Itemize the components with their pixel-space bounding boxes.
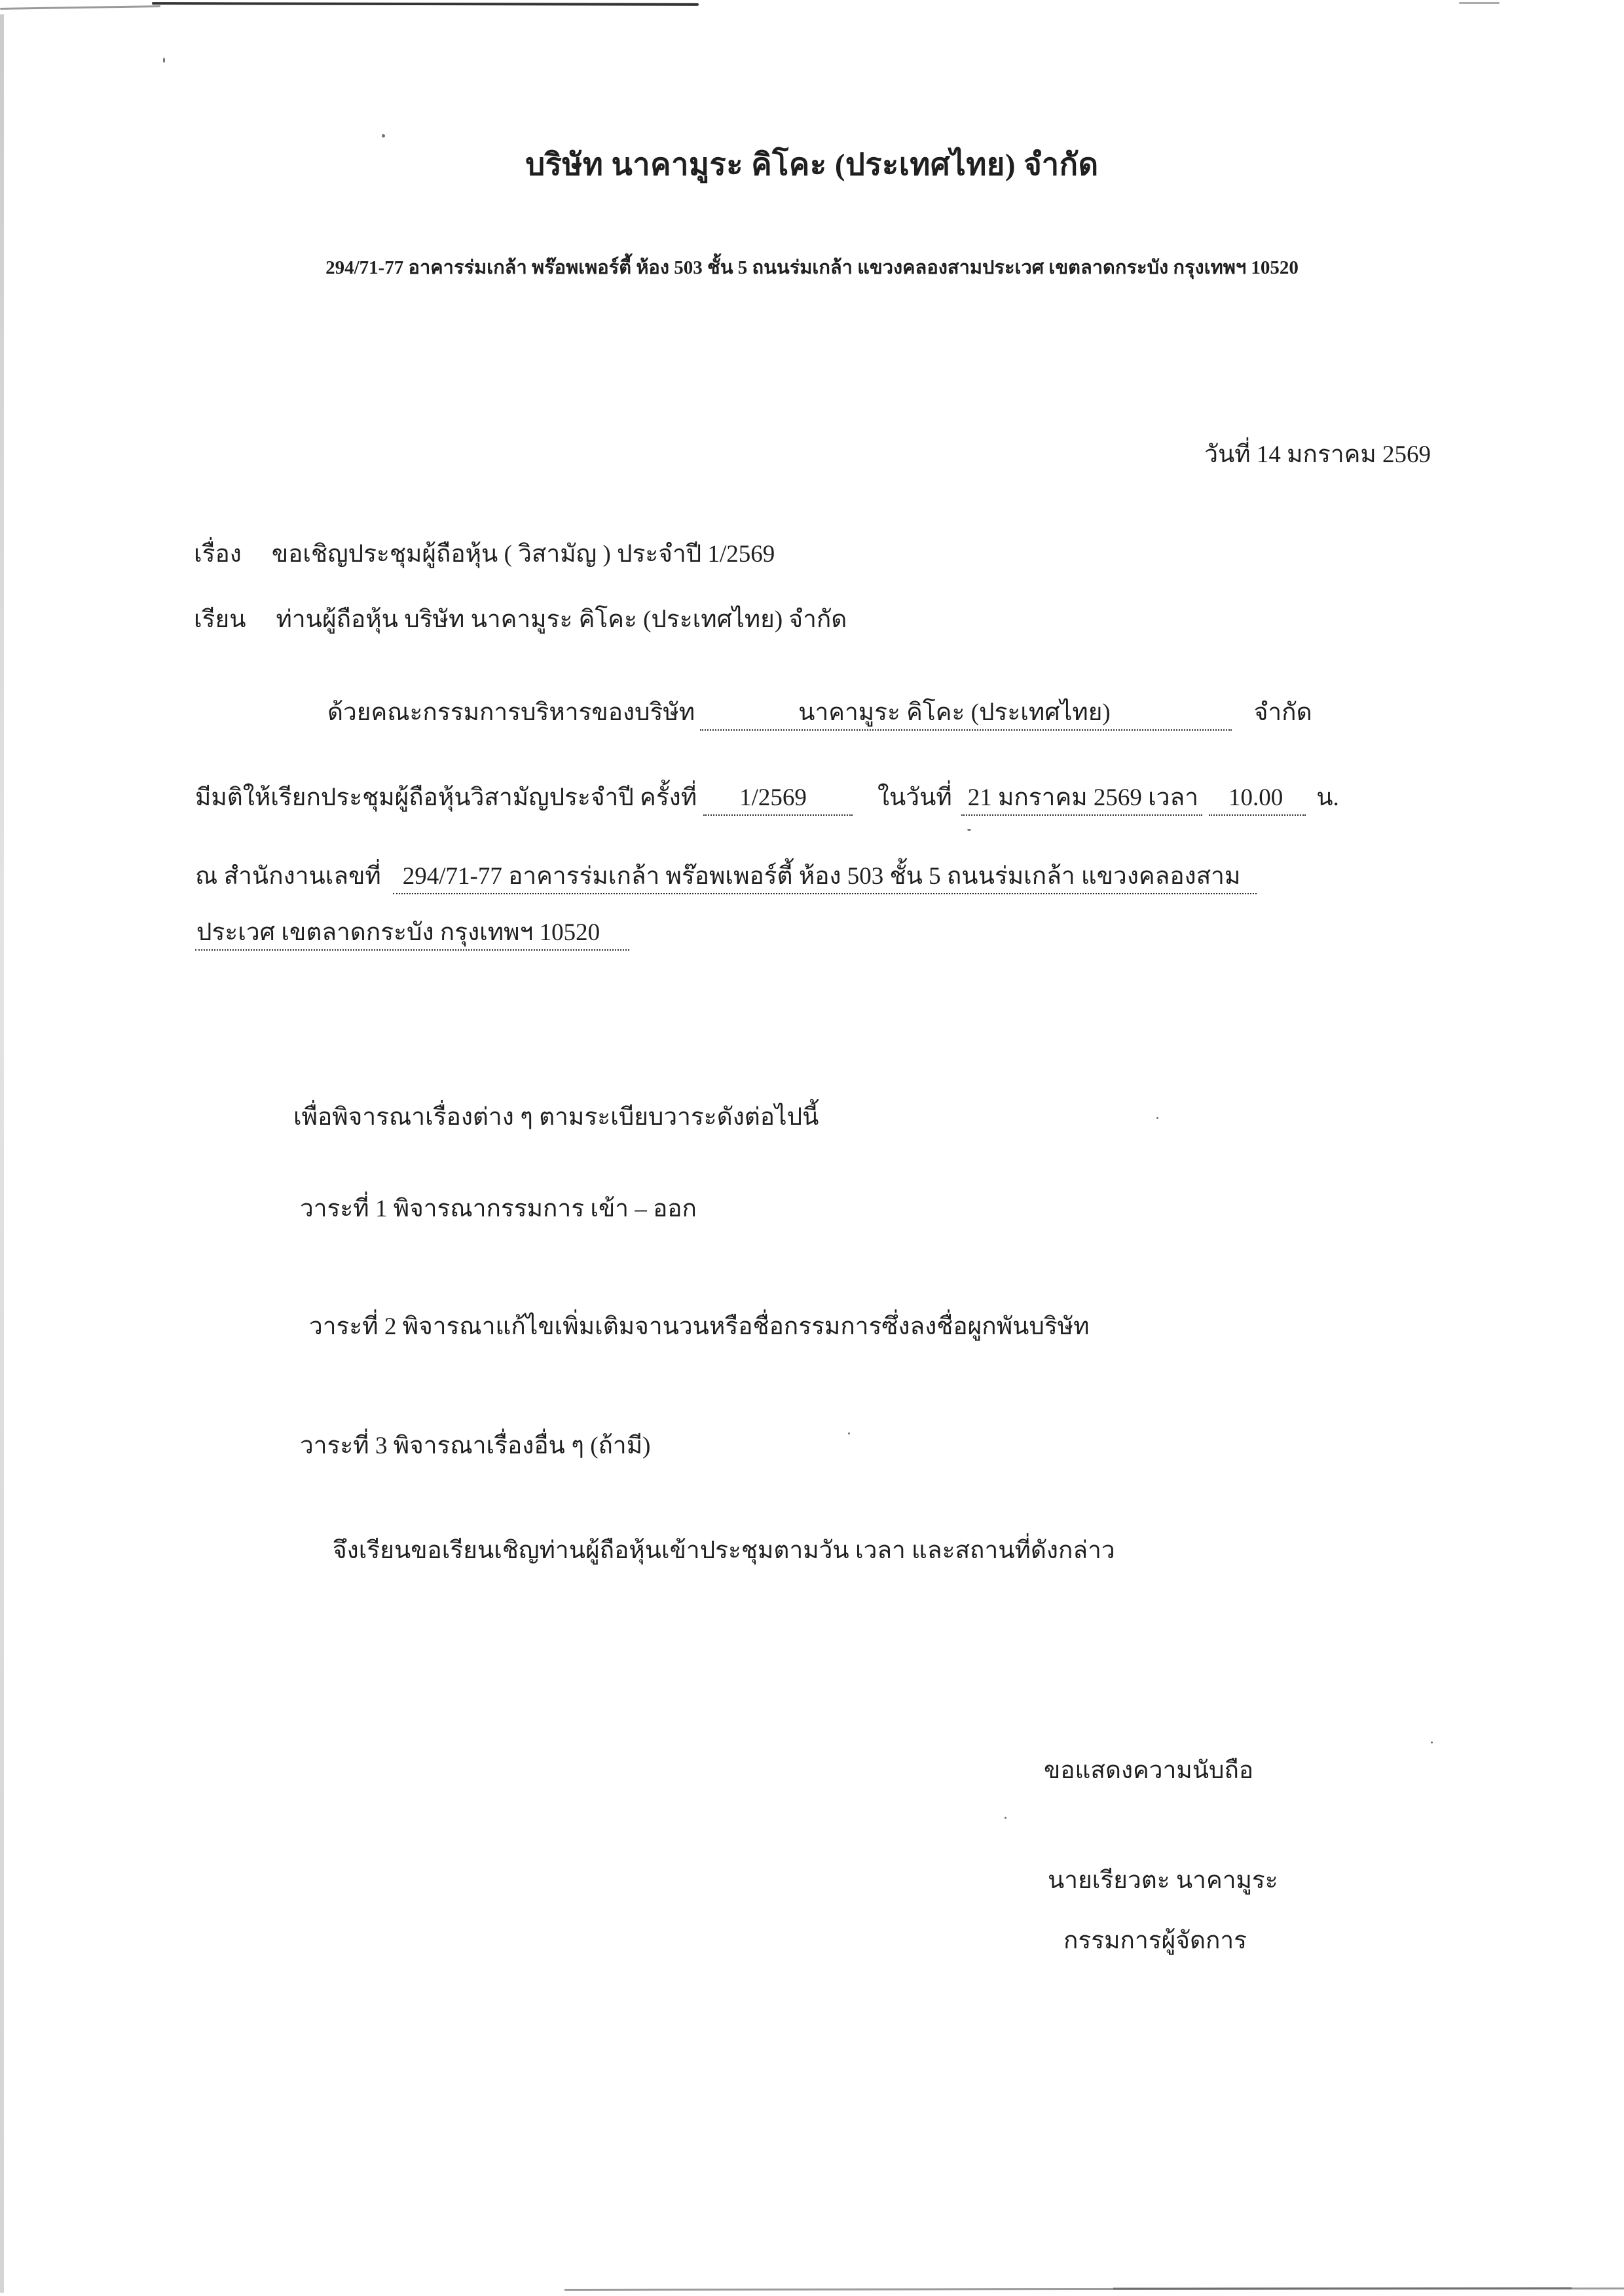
date-line: วันที่ 14 มกราคม 2569 — [1204, 441, 1431, 468]
body-line-4 — [195, 915, 629, 951]
fill-in-office-address-2: ประเวศ เขตลาดกระบัง กรุงเทพฯ 10520 — [195, 917, 629, 951]
scan-speck — [848, 1432, 850, 1434]
body-line-3-prefix: ณ สำนักงานเลขที่ — [195, 863, 381, 890]
scan-speck — [163, 58, 165, 63]
agenda-intro: เพื่อพิจารณาเรื่องต่าง ๆ ตามระเบียบวาระดังต่อไปนี้ — [293, 1104, 819, 1131]
recipient-text: ท่านผู้ถือหุ้น บริษัท นาคามูระ คิโคะ (ประเทศไทย) จำกัด — [276, 606, 847, 633]
fill-in-meeting-date: 21 มกราคม 2569 เวลา — [961, 782, 1202, 816]
agenda-item-2: วาระที่ 2 พิจารณาแก้ไขเพิ่มเติมจานวนหรือชื่อกรรมการซึ่งลงชื่อผูกพันบริษัท — [309, 1313, 1090, 1340]
recipient-line — [194, 602, 847, 638]
scan-artifact-left-edge — [0, 14, 4, 2293]
company-address: 294/71-77 อาคารร่มเกล้า พร๊อพเพอร์ตี้ ห้อง 503 ชั้น 5 ถนนร่มเกล้า แขวงคลองสามประเวศ เขตลาดกระบัง กรุงเทพฯ 10520 — [325, 257, 1299, 278]
body-line-2 — [195, 780, 1339, 816]
company-title: บริษัท นาคามูระ คิโคะ (ประเทศไทย) จำกัด — [525, 148, 1099, 182]
fill-in-company-name: นาคามูระ คิโคะ (ประเทศไทย) — [700, 697, 1232, 731]
scan-artifact-top-line — [152, 2, 699, 6]
fill-in-meeting-number: 1/2569 — [703, 782, 853, 816]
scan-speck — [382, 134, 385, 137]
body-line-2-suffix: น. — [1316, 784, 1339, 811]
body-line-1-prefix: ด้วยคณะกรรมการบริหารของบริษัท — [327, 699, 695, 726]
subject-label: เรื่อง — [194, 541, 242, 568]
signer-title: กรรมการผู้จัดการ — [1063, 1927, 1247, 1954]
scan-artifact-top-left — [0, 5, 160, 10]
agenda-item-3: วาระที่ 3 พิจารณาเรื่องอื่น ๆ (ถ้ามี) — [300, 1432, 651, 1459]
scan-artifact-bottom-dark — [1113, 2287, 1572, 2290]
body-line-1 — [327, 695, 1312, 731]
scan-speck — [1431, 1741, 1433, 1743]
fill-in-office-address-1: 294/71-77 อาคารร่มเกล้า พร๊อพเพอร์ตี้ ห้อง 503 ชั้น 5 ถนนร่มเกล้า แขวงคลองสาม — [393, 860, 1257, 894]
signer-name: นายเรียวตะ นาคามูระ — [1048, 1867, 1278, 1894]
scan-speck — [1156, 1117, 1158, 1119]
agenda-item-1: วาระที่ 1 พิจารณากรรมการ เข้า – ออก — [300, 1195, 697, 1222]
closing-request: จึงเรียนขอเรียนเชิญท่านผู้ถือหุ้นเข้าประชุมตามวัน เวลา และสถานที่ดังกล่าว — [333, 1537, 1115, 1564]
subject-text: ขอเชิญประชุมผู้ถือหุ้น ( วิสามัญ ) ประจำปี 1/2569 — [271, 541, 775, 568]
body-line-2-prefix: มีมติให้เรียกประชุมผู้ถือหุ้นวิสามัญประจำปี ครั้งที่ — [195, 784, 697, 811]
body-line-3 — [195, 859, 1257, 894]
closing-salutation: ขอแสดงความนับถือ — [1044, 1757, 1254, 1784]
scan-artifact-top-right — [1459, 2, 1500, 4]
scan-speck — [1005, 1817, 1006, 1819]
scan-artifact-bottom-line — [564, 2287, 1624, 2291]
body-line-1-suffix: จำกัด — [1253, 699, 1312, 726]
scan-speck — [967, 829, 971, 831]
fill-in-meeting-time: 10.00 — [1209, 782, 1306, 816]
body-line-2-mid: ในวันที่ — [877, 784, 952, 811]
subject-line — [194, 537, 775, 572]
recipient-label: เรียน — [194, 606, 246, 633]
